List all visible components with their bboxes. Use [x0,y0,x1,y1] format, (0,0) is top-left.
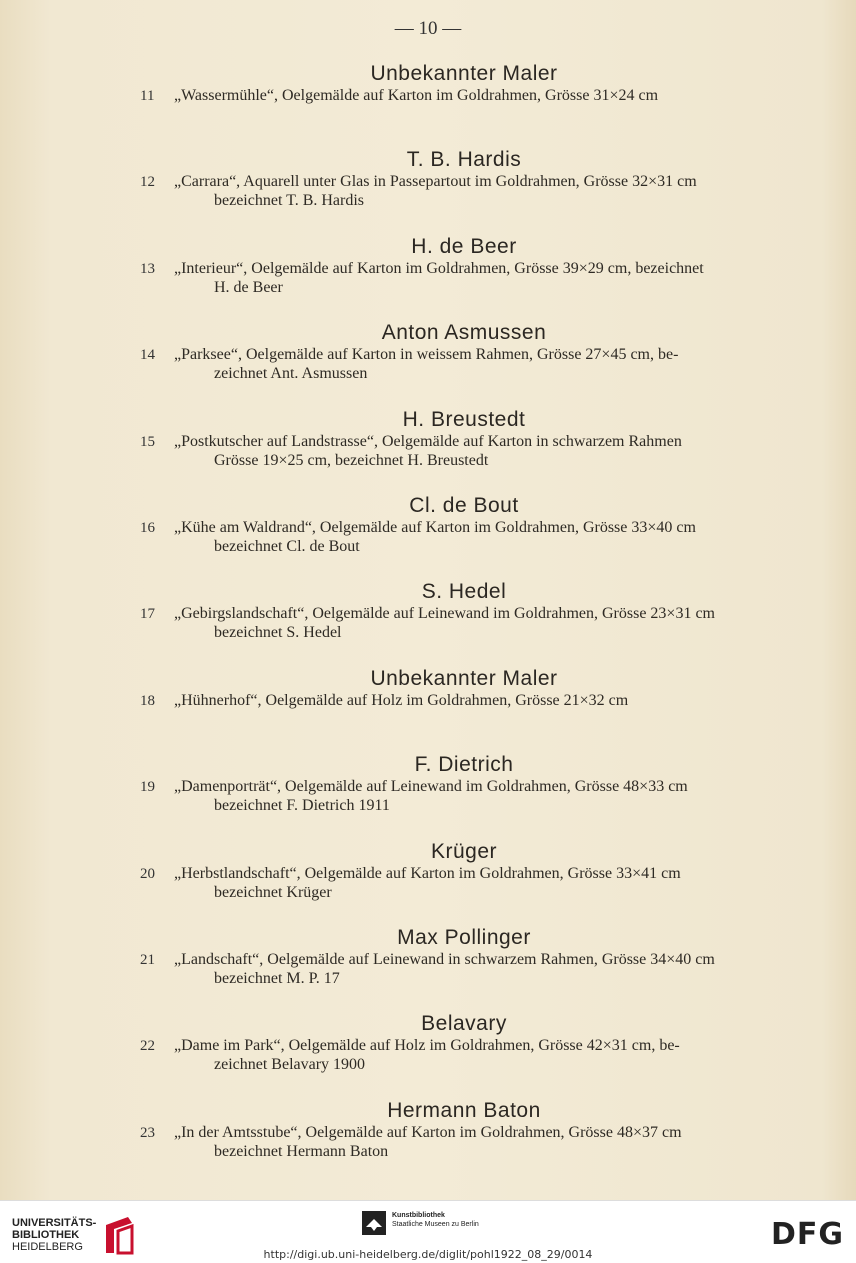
artwork-description [174,345,796,383]
catalog-entry [0,1095,856,1181]
description-line-continued: bezeichnet M. P. 17 [214,969,340,987]
lot-number: 19 [140,779,155,796]
artwork-description [174,172,796,210]
description-line: „Dame im Park“, Oelgemälde auf Holz im Goldrahmen, Grösse 42×31 cm, be- [174,1037,680,1055]
artwork-description [174,86,796,105]
description-line: „Wassermühle“, Oelgemälde auf Karton im Goldrahmen, Grösse 31×24 cm [174,87,659,104]
catalog-entry [0,836,856,922]
description-line-continued: bezeichnet Hermann Baton [214,1142,389,1160]
lot-number: 20 [140,865,155,882]
kunstbibliothek-logo[interactable] [362,1211,479,1235]
artwork-description [174,864,796,902]
artwork-description [174,950,796,988]
catalog-entry [0,922,856,1008]
artist-heading: Hermann Baton [387,1098,541,1122]
artist-heading: Cl. de Bout [409,493,519,517]
artist-heading: H. de Beer [411,234,517,258]
description-line: „Landschaft“, Oelgemälde auf Leinewand in schwarzem Rahmen, Grösse 34×40 cm [174,950,715,968]
catalog-entries [0,58,856,1181]
catalog-entry [0,144,856,230]
artwork-description [174,691,796,710]
artist-heading: Anton Asmussen [381,321,547,345]
description-line: „Postkutscher auf Landstrasse“, Oelgemälde auf Karton in schwarzem Rahmen [174,432,682,450]
catalog-entry [0,58,856,144]
artist-heading: F. Dietrich [414,753,514,777]
description-line-continued: bezeichnet F. Dietrich 1911 [214,797,390,815]
lot-number: 23 [140,1124,155,1141]
artist-heading: Unbekannter Maler [370,62,558,85]
artwork-description [174,1036,796,1074]
catalog-entry [0,749,856,835]
description-line: „Interieur“, Oelgemälde auf Karton im Goldrahmen, Grösse 39×29 cm, bezeichnet [174,259,704,277]
description-line: „Kühe am Waldrand“, Oelgemälde auf Karton im Goldrahmen, Grösse 33×40 cm [174,518,696,536]
catalog-entry [0,404,856,490]
description-line-continued: bezeichnet Cl. de Bout [214,537,360,555]
library-name-line3: HEIDELBERG [12,1241,83,1253]
kunstbibliothek-title: Kunstbibliothek [392,1212,445,1219]
description-line-continued: Grösse 19×25 cm, bezeichnet H. Breustedt [214,451,489,469]
description-line-continued: H. de Beer [214,278,283,296]
catalog-entry [0,231,856,317]
artist-heading: H. Breustedt [402,407,526,431]
description-line: „Herbstlandschaft“, Oelgemälde auf Karton im Goldrahmen, Grösse 33×41 cm [174,864,681,882]
artwork-description [174,432,796,470]
description-line: „Hühnerhof“, Oelgemälde auf Holz im Goldrahmen, Grösse 21×32 cm [174,691,629,709]
lot-number: 11 [140,88,155,104]
description-line: „Damenporträt“, Oelgemälde auf Leinewand im Goldrahmen, Grösse 48×33 cm [174,778,688,796]
page-number: — 10 — [394,18,462,39]
description-line: „Parksee“, Oelgemälde auf Karton in weissem Rahmen, Grösse 27×45 cm, be- [174,346,679,364]
lot-number: 14 [140,347,155,364]
artist-heading: S. Hedel [421,580,507,604]
artwork-description [174,777,796,815]
catalog-entry [0,490,856,576]
description-line-continued: bezeichnet S. Hedel [214,624,342,642]
catalog-entry [0,576,856,662]
artist-heading: Krüger [430,839,498,863]
lot-number: 22 [140,1038,155,1055]
lot-number: 17 [140,606,155,623]
artist-heading: T. B. Hardis [406,148,522,172]
kunstbibliothek-emblem-icon [362,1211,386,1235]
footer-bar [0,1200,856,1263]
description-line-continued: zeichnet Belavary 1900 [214,1056,366,1074]
artwork-description [174,518,796,556]
dfg-logo[interactable]: DFG [770,1217,844,1252]
artwork-description [174,259,796,297]
lot-number: 12 [140,174,155,191]
library-name-line2: BIBLIOTHEK [12,1229,80,1241]
artist-heading: Unbekannter Maler [370,666,558,690]
description-line: „Carrara“, Aquarell unter Glas in Passepartout im Goldrahmen, Grösse 32×31 cm [174,173,697,191]
description-line-continued: bezeichnet T. B. Hardis [214,192,365,210]
catalog-entry [0,317,856,403]
catalog-entry [0,663,856,749]
library-name-line1: UNIVERSITÄTS- [12,1217,97,1229]
description-line-continued: zeichnet Ant. Asmussen [214,365,368,383]
catalog-entry [0,1008,856,1094]
lot-number: 21 [140,951,155,968]
lot-number: 13 [140,260,155,277]
artwork-description [174,1123,796,1161]
description-line-continued: bezeichnet Krüger [214,883,332,901]
description-line: „In der Amtsstube“, Oelgemälde auf Karton im Goldrahmen, Grösse 48×37 cm [174,1123,682,1141]
lot-number: 15 [140,433,155,450]
permalink-url[interactable]: http://digi.ub.uni-heidelberg.de/diglit/pohl1922_08_29/0014 [263,1248,593,1261]
lot-number: 18 [140,692,155,709]
kunstbibliothek-subtitle: Staatliche Museen zu Berlin [392,1221,479,1228]
artwork-description [174,604,796,642]
description-line: „Gebirgslandschaft“, Oelgemälde auf Leinewand im Goldrahmen, Grösse 23×31 cm [174,605,715,623]
lot-number: 16 [140,519,155,536]
artist-heading: Max Pollinger [397,925,531,949]
artist-heading: Belavary [421,1012,507,1036]
